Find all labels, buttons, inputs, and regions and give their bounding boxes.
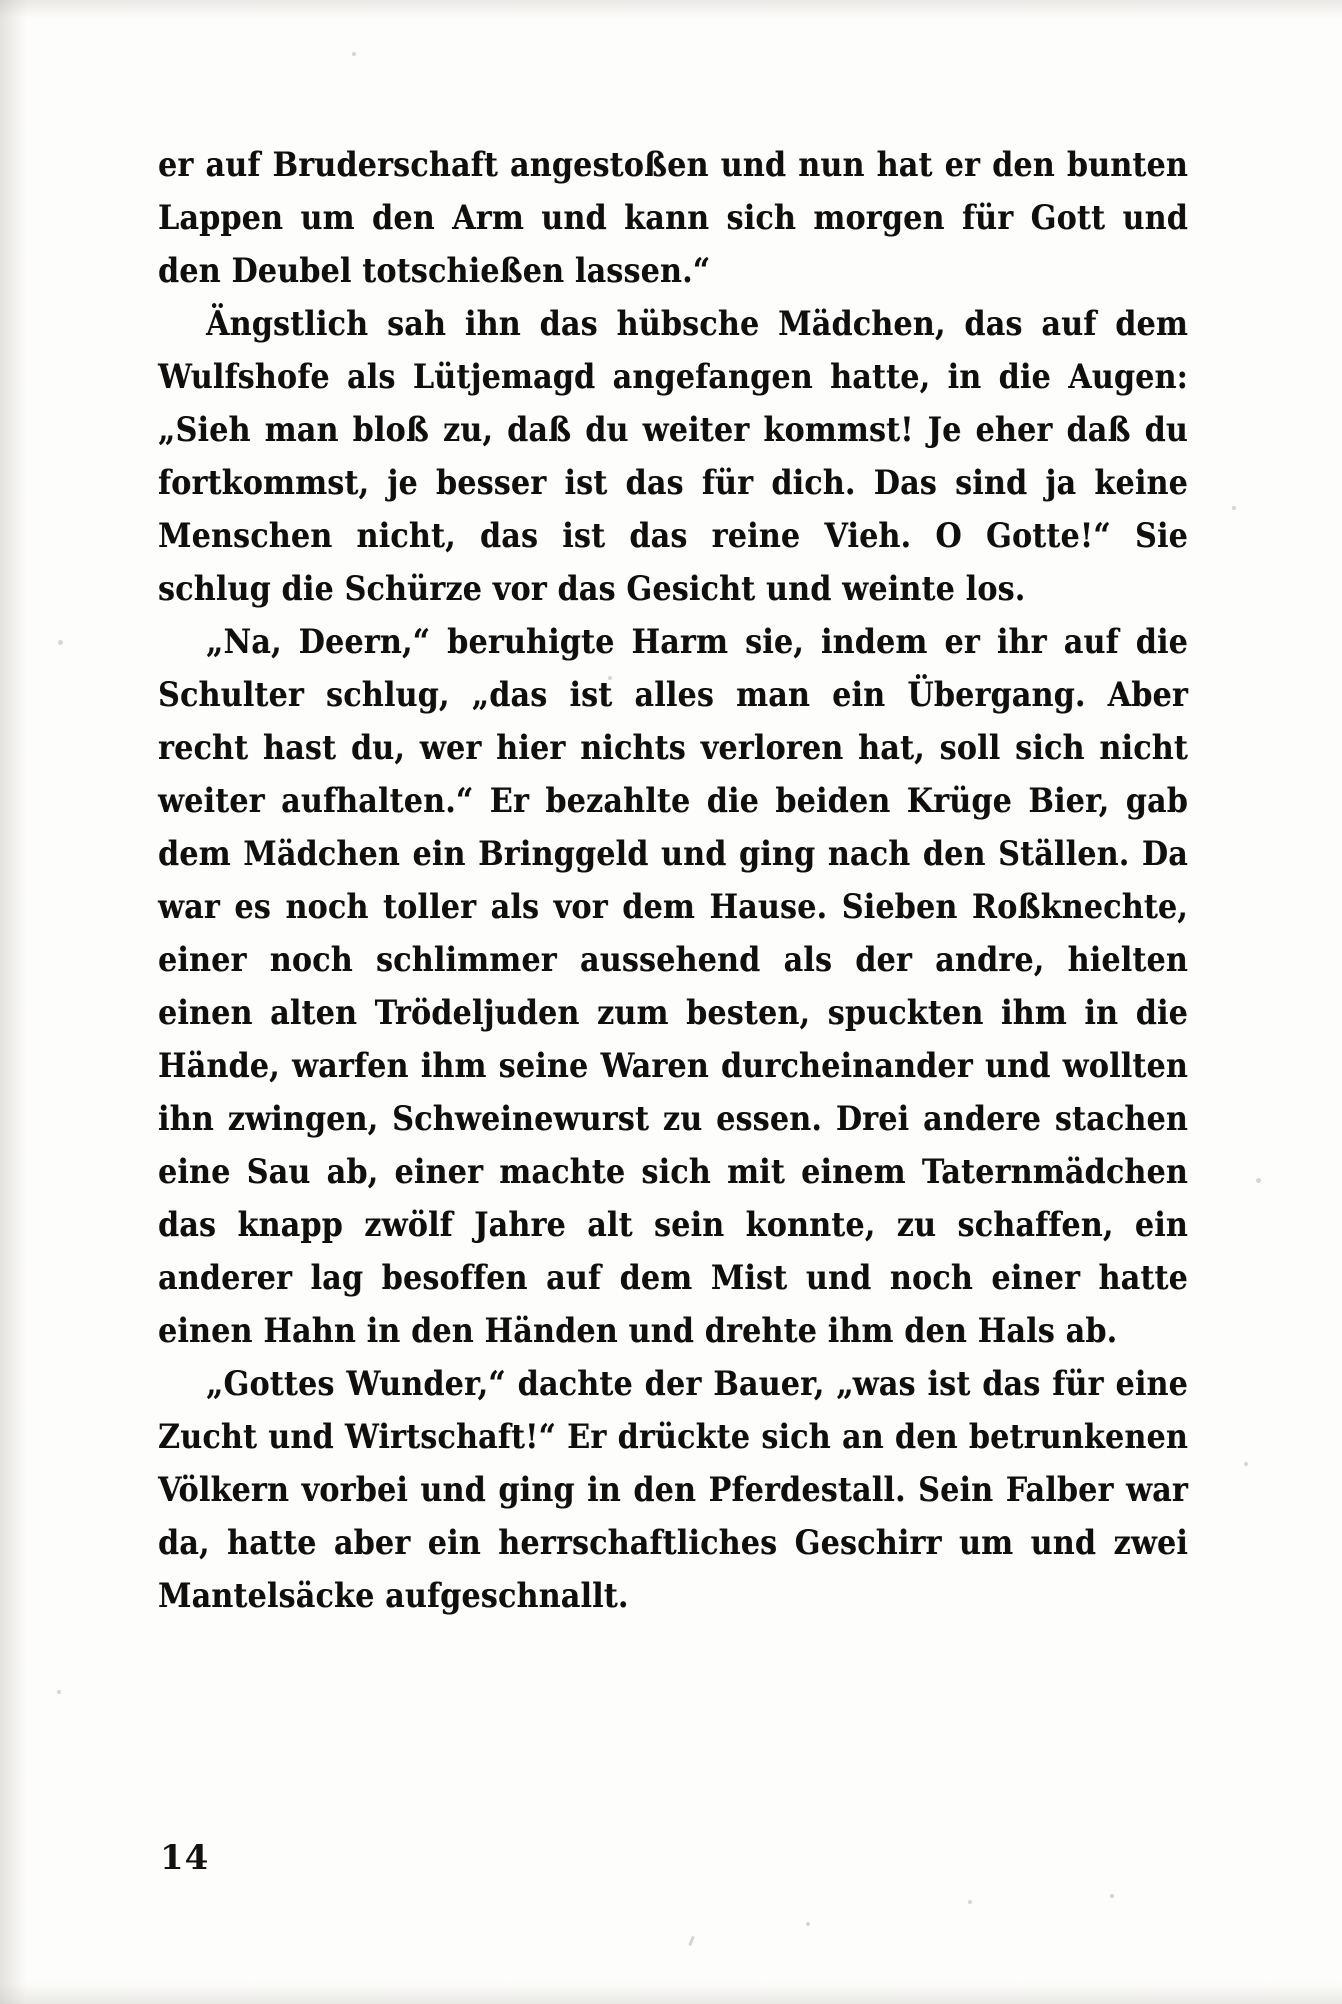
page-body-text xyxy=(158,138,1188,1622)
scan-speck xyxy=(57,1690,61,1694)
paragraph: er auf Bruderschaft angestoßen und nun hat er den bunten Lappen um den Arm und kann sich morgen für Gott und den Deubel totschießen lassen.“ xyxy=(158,145,1188,290)
scan-speck xyxy=(688,1936,695,1946)
scan-speck xyxy=(806,1922,810,1926)
scan-speck xyxy=(968,1900,972,1904)
paragraph: „Gottes Wunder,“ dachte der Bauer, „was ist das für eine Zucht und Wirtschaft!“ Er drückte sich an den betrunkenen Völkern vorbei und ging in den Pferdestall. Sein Falber war da, hatte aber ein herrschaftliches Geschirr um und zwei Mantelsäcke aufgeschnallt. xyxy=(158,1364,1188,1615)
scan-speck xyxy=(352,52,356,56)
scan-speck xyxy=(1244,1462,1248,1466)
page-edge-shading-left xyxy=(0,0,26,2004)
page-edge-shading-top xyxy=(0,0,1342,18)
scan-speck xyxy=(1110,1894,1114,1898)
scan-speck xyxy=(1256,1178,1261,1183)
scan-speck xyxy=(1232,506,1236,510)
paragraph: „Na, Deern,“ beruhigte Harm sie, indem er ihr auf die Schulter schlug, „das ist alles man ein Übergang. Aber recht hast du, wer hier nichts verloren hat, soll sich nicht weiter aufhalten.“ Er bezahlte die beiden Krüge Bier, gab dem Mädchen ein Bringgeld und ging nach den Ställen. Da war es noch toller als vor dem Hause. Sieben Roßknechte, einer noch schlimmer aussehend als der andre, hielten einen alten Trödeljuden zum besten, spuckten ihm in die Hände, warfen ihm seine Waren durcheinander und wollten ihn zwingen, Schweinewurst zu essen. Drei andere stachen eine Sau ab, einer machte sich mit einem Taternmädchen das knapp zwölf Jahre alt sein konnte, zu schaffen, ein anderer lag besoffen auf dem Mist und noch einer hatte einen Hahn in den Händen und drehte ihm den Hals ab. xyxy=(158,622,1188,1350)
paragraph: Ängstlich sah ihn das hübsche Mädchen, das auf dem Wulfshofe als Lütjemagd angefangen hatte, in die Augen: „Sieh man bloß zu, daß du weiter kommst! Je eher daß du fortkommst, je besser ist das für dich. Das sind ja keine Menschen nicht, das ist das reine Vieh. O Gotte!“ Sie schlug die Schürze vor das Gesicht und weinte los. xyxy=(158,304,1188,608)
page-number: 14 xyxy=(160,1838,210,1878)
page-edge-shading-bottom xyxy=(0,1982,1342,2004)
scan-speck xyxy=(58,640,63,645)
